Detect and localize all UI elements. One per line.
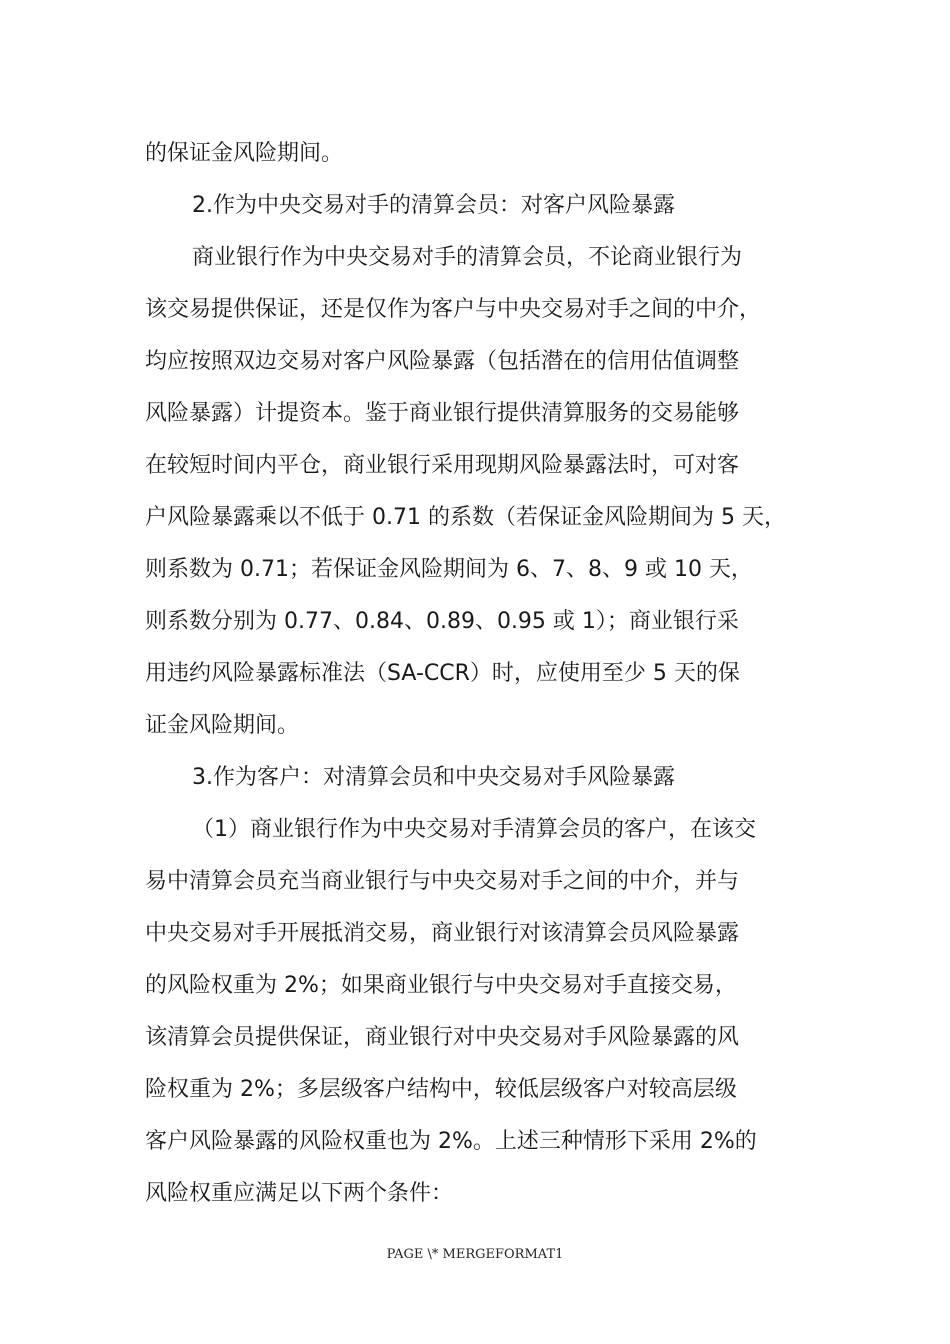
page-footer: PAGE \* MERGEFORMAT1 — [386, 1247, 564, 1262]
paragraph-line: 风险权重应满足以下两个条件： — [145, 1181, 454, 1206]
paragraph-line: 则系数分别为 0.77、0.84、0.89、0.95 或 1）；商业银行采 — [145, 609, 739, 634]
paragraph-line: 均应按照双边交易对客户风险暴露（包括潜在的信用估值调整 — [145, 349, 740, 374]
section-heading-3: 3.作为客户：对清算会员和中央交易对手风险暴露 — [192, 765, 675, 790]
section-heading-2: 2.作为中央交易对手的清算会员：对客户风险暴露 — [192, 193, 675, 218]
paragraph-line: （1）商业银行作为中央交易对手清算会员的客户，在该交 — [192, 817, 756, 842]
paragraph-line: 该清算会员提供保证，商业银行对中央交易对手风险暴露的风 — [145, 1025, 740, 1050]
paragraph-line: 风险暴露）计提资本。鉴于商业银行提供清算服务的交易能够 — [145, 401, 740, 426]
paragraph-line: 中央交易对手开展抵消交易，商业银行对该清算会员风险暴露 — [145, 921, 740, 946]
paragraph-line: 的风险权重为 2%；如果商业银行与中央交易对手直接交易， — [145, 973, 737, 998]
paragraph-line: 证金风险期间。 — [145, 713, 300, 738]
paragraph-line: 户风险暴露乘以不低于 0.71 的系数（若保证金风险期间为 5 天， — [145, 505, 786, 530]
paragraph-line: 则系数为 0.71；若保证金风险期间为 6、7、8、9 或 10 天， — [145, 557, 753, 582]
paragraph-line: 用违约风险暴露标准法（SA-CCR）时，应使用至少 5 天的保 — [145, 661, 740, 686]
paragraph-line: 该交易提供保证，还是仅作为客户与中央交易对手之间的中介， — [145, 297, 762, 322]
paragraph-line: 的保证金风险期间。 — [145, 141, 344, 166]
paragraph-line: 险权重为 2%；多层级客户结构中，较低层级客户对较高层级 — [145, 1077, 737, 1102]
paragraph-line: 易中清算会员充当商业银行与中央交易对手之间的中介，并与 — [145, 869, 740, 894]
paragraph-line: 客户风险暴露的风险权重也为 2%。上述三种情形下采用 2%的 — [145, 1129, 757, 1154]
paragraph-line: 商业银行作为中央交易对手的清算会员，不论商业银行为 — [192, 245, 743, 270]
paragraph-line: 在较短时间内平仓，商业银行采用现期风险暴露法时，可对客 — [145, 453, 740, 478]
